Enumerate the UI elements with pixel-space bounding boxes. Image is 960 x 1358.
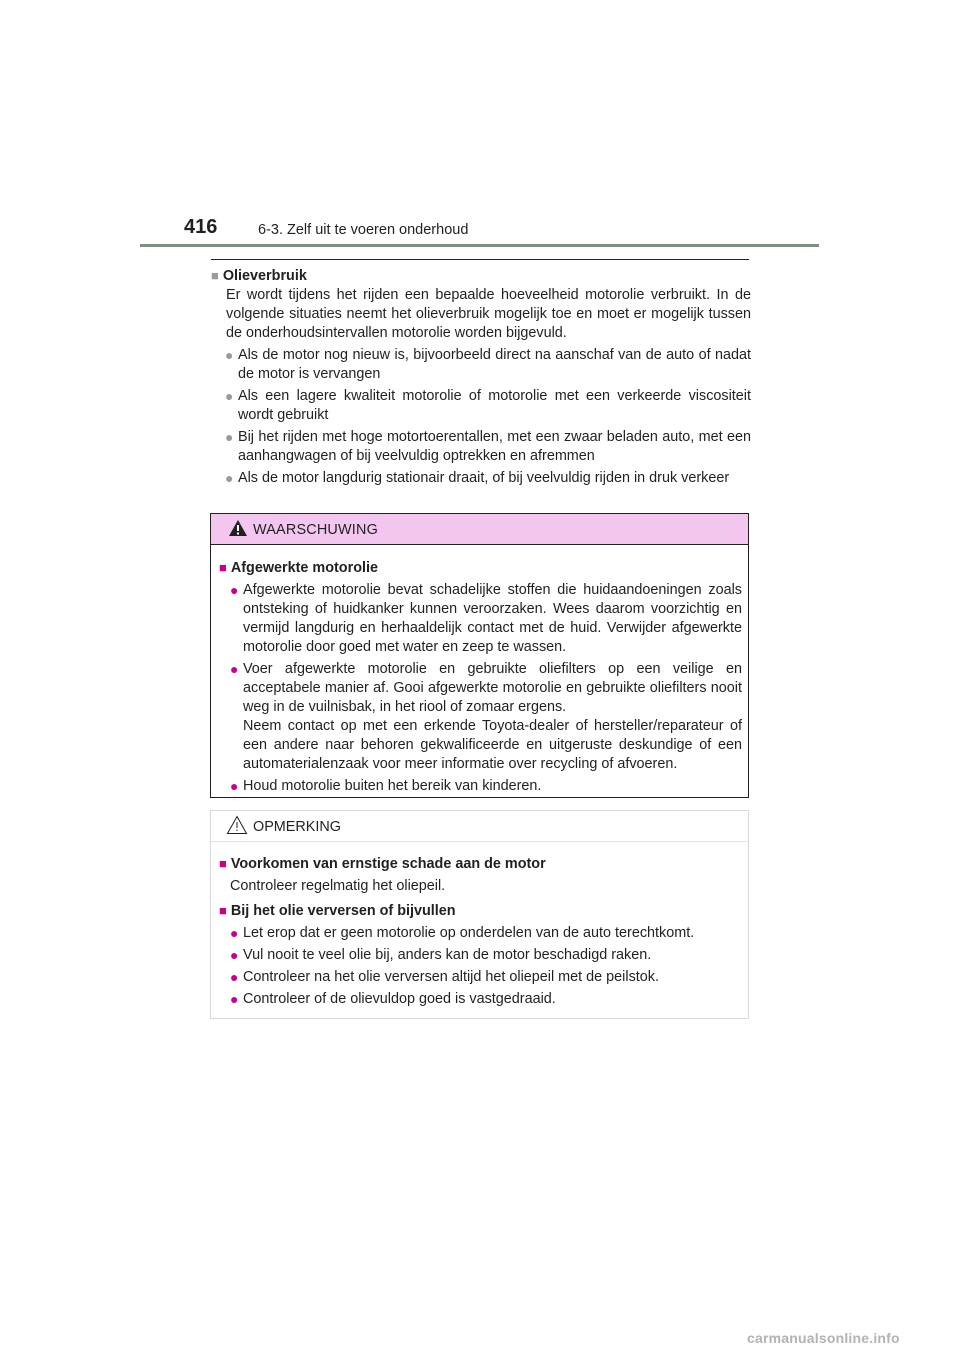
list-item-text: Bij het rijden met hoge motortoerentallen, met een zwaar beladen auto, met een aanhangwagen of bij veelvuldig optrekken en afremmen (238, 429, 751, 464)
circle-bullet-icon: ● (230, 925, 239, 941)
list-item (230, 581, 742, 657)
list-item-text: Controleer na het olie verversen altijd het oliepeil met de peilstok. (243, 969, 659, 985)
note-heading (219, 854, 742, 874)
section-heading (211, 266, 751, 286)
square-bullet-icon: ■ (219, 903, 227, 918)
list-item-text: Houd motorolie buiten het bereik van kinderen. (243, 778, 542, 794)
list-item (230, 946, 742, 965)
note-heading (219, 901, 742, 921)
note-box (210, 810, 749, 1019)
warning-header (211, 514, 748, 545)
square-bullet-icon: ■ (219, 560, 227, 575)
note-header (211, 811, 748, 842)
warning-heading (219, 558, 742, 578)
circle-bullet-icon: ● (225, 470, 234, 486)
content-divider (211, 259, 749, 260)
list-item-extra-text: Neem contact op met een erkende Toyota-dealer of hersteller/reparateur of een andere naar behoren gekwalificeerde en uitgeruste deskundige of een automaterialenzaak voor meer informatie over recycling of afvoeren. (243, 718, 742, 772)
warning-label: WAARSCHUWING (253, 522, 378, 538)
intro-paragraph: Er wordt tijdens het rijden een bepaalde hoeveelheid motorolie verbruikt. In de volgende situaties neemt het olieverbruik mogelijk toe en moet er mogelijk tussen de onderhoudsintervallen motorolie worden bijgevuld. (226, 287, 751, 341)
list-item (226, 387, 751, 425)
list-item-text: Vul nooit te veel olie bij, anders kan de motor beschadigd raken. (243, 947, 652, 963)
warning-box (210, 513, 749, 798)
header-rule (140, 244, 819, 247)
caution-triangle-icon (226, 815, 248, 835)
circle-bullet-icon: ● (225, 347, 234, 363)
list-item-text: Als de motor nog nieuw is, bijvoorbeeld direct na aanschaf van de auto of nadat de motor is vervangen (238, 347, 751, 382)
oil-consumption-section (211, 266, 751, 488)
warning-heading-text: Afgewerkte motorolie (230, 560, 378, 576)
list-item (226, 469, 751, 488)
section-title: 6-3. Zelf uit te voeren onderhoud (258, 222, 469, 238)
list-item-text: Als de motor langdurig stationair draait, of bij veelvuldig rijden in druk verkeer (238, 470, 730, 486)
list-item (230, 777, 742, 796)
circle-bullet-icon: ● (225, 429, 234, 445)
list-item (226, 428, 751, 466)
watermark-logo[interactable]: carmanualsonline.info (747, 1330, 900, 1346)
page-number: 416 (184, 216, 218, 238)
note-paragraph: Controleer regelmatig het oliepeil. (230, 878, 446, 894)
circle-bullet-icon: ● (230, 969, 239, 985)
note-heading-text: Bij het olie verversen of bijvullen (230, 903, 456, 919)
list-item-text: Let erop dat er geen motorolie op onderdelen van de auto terechtkomt. (243, 925, 695, 941)
list-item-text: Voer afgewerkte motorolie en gebruikte oliefilters op een veilige en acceptabele manier af. Gooi afgewerkte motorolie en gebruikte oliefilters nooit weg in de vuilnisbak, in het riool of zomaar ergens. (243, 661, 742, 715)
circle-bullet-icon: ● (230, 947, 239, 963)
circle-bullet-icon: ● (230, 991, 239, 1007)
list-item-text: Controleer of de olievuldop goed is vastgedraaid. (243, 991, 556, 1007)
note-label: OPMERKING (253, 819, 341, 835)
note-heading-text: Voorkomen van ernstige schade aan de motor (230, 856, 546, 872)
page-header (0, 0, 960, 250)
list-item (230, 924, 742, 943)
list-item-text: Als een lagere kwaliteit motorolie of motorolie met een verkeerde viscositeit wordt gebruikt (238, 388, 751, 423)
list-item-text: Afgewerkte motorolie bevat schadelijke stoffen die huidaandoeningen zoals ontsteking of huidkanker kunnen veroorzaken. Wees daarom voorzichtig en vermijd langdurig en herhaaldelijk contact met de huid. Verwijder afgewerkte motorolie door goed met water en zeep te wassen. (243, 582, 742, 655)
warning-triangle-icon (228, 519, 248, 537)
list-item (226, 346, 751, 384)
square-bullet-icon: ■ (211, 268, 219, 283)
warning-body (211, 545, 748, 796)
circle-bullet-icon: ● (230, 661, 239, 677)
circle-bullet-icon: ● (230, 778, 239, 794)
circle-bullet-icon: ● (230, 582, 239, 598)
note-body (211, 842, 748, 1009)
list-item (230, 968, 742, 987)
list-item (230, 990, 742, 1009)
circle-bullet-icon: ● (225, 388, 234, 404)
square-bullet-icon: ■ (219, 856, 227, 871)
section-heading-text: Olieverbruik (222, 268, 307, 284)
list-item (230, 660, 742, 774)
